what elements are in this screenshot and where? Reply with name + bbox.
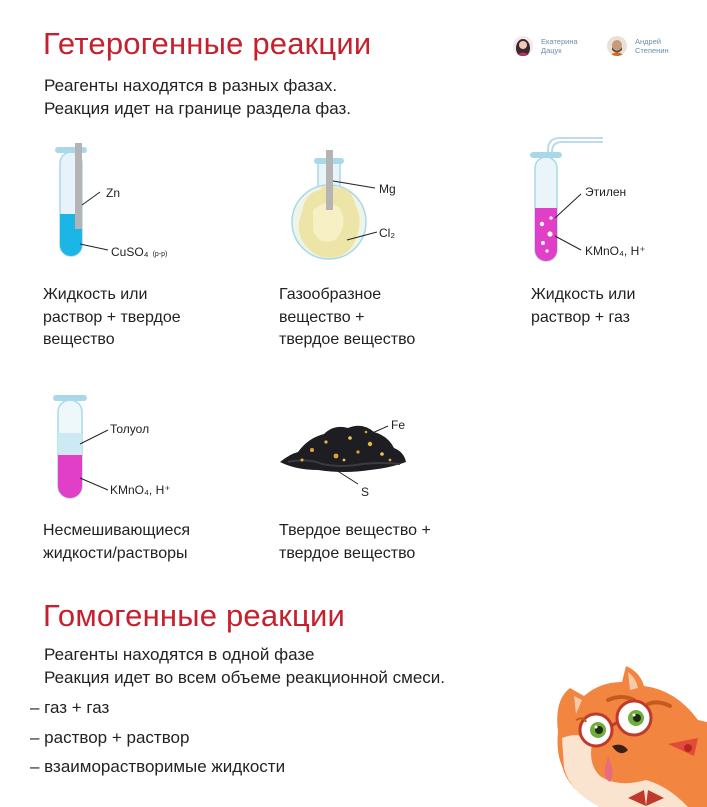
list-item: – взаиморастворимые жидкости <box>30 757 286 776</box>
avatar <box>513 36 533 56</box>
author-last-name: Дацук <box>541 46 562 55</box>
hetero-lead <box>44 74 351 120</box>
lead-line: Реагенты находятся в одной фазе <box>44 645 315 664</box>
avatar <box>607 36 627 56</box>
caption-line: раствор + твердое <box>43 308 181 326</box>
author-first-name: Екатерина <box>541 37 578 46</box>
caption-line: Жидкость или <box>531 286 636 303</box>
test-tube-ethylene-kmno4-illustration <box>525 128 700 268</box>
label-cl2: Cl₂ <box>379 226 395 240</box>
caption-line: вещество <box>43 331 115 348</box>
caption-liquid-solid <box>43 284 181 352</box>
list-item: – газ + газ <box>30 698 110 717</box>
caption-line: Несмешивающиеся <box>43 522 191 539</box>
caption-line: вещество + <box>279 308 365 326</box>
label-zn: Zn <box>106 186 121 200</box>
lead-line: Реагенты находятся в разных фазах. <box>44 76 338 95</box>
label-mg: Mg <box>379 182 396 196</box>
author-2 <box>607 36 669 56</box>
homo-list <box>30 693 285 782</box>
flask-mg-cl2-illustration <box>285 142 435 272</box>
label-s: S <box>361 485 370 499</box>
caption-line: твердое вещество <box>279 544 416 562</box>
fe-s-powder-illustration <box>278 408 438 508</box>
caption-line: жидкости/растворы <box>43 544 188 562</box>
label-cuso4 <box>111 245 167 259</box>
cat-mascot-illustration <box>548 660 707 807</box>
caption-line: твердое вещество <box>279 331 416 348</box>
author-first-name: Андрей <box>635 37 662 46</box>
label-kmno4: KMnO₄, H⁺ <box>585 244 646 258</box>
label-toluene: Толуол <box>110 422 150 436</box>
caption-gas-solid <box>279 284 415 352</box>
test-tube-toluene-kmno4-illustration <box>40 388 220 508</box>
caption-liquid-gas <box>531 284 635 329</box>
caption-line: Газообразное <box>279 286 382 303</box>
caption-line: раствор + газ <box>531 308 631 326</box>
homo-lead <box>44 643 445 689</box>
label-solution: (р-р) <box>152 251 168 258</box>
caption-immiscible-liquids <box>43 520 190 565</box>
lead-line: Реакция идет на границе раздела фаз. <box>44 99 352 118</box>
caption-line: Жидкость или <box>43 286 148 303</box>
lead-line: Реакция идет во всем объеме реакционной смеси. <box>44 668 446 687</box>
homo-title: Гомогенные реакции <box>43 598 346 633</box>
label-kmno4: KMnO₄, H⁺ <box>110 483 171 497</box>
caption-line: Твердое вещество + <box>279 522 431 539</box>
test-tube-zn-cuso4-illustration <box>40 140 220 270</box>
caption-solid-solid <box>279 520 431 565</box>
label-fe: Fe <box>391 418 406 432</box>
label-cuso4-formula: CuSO₄ <box>111 245 149 259</box>
label-ethylene: Этилен <box>585 185 627 199</box>
author-last-name: Степенин <box>635 46 669 55</box>
hetero-title: Гетерогенные реакции <box>43 26 372 61</box>
author-1 <box>513 36 578 56</box>
list-item: – раствор + раствор <box>30 727 190 747</box>
